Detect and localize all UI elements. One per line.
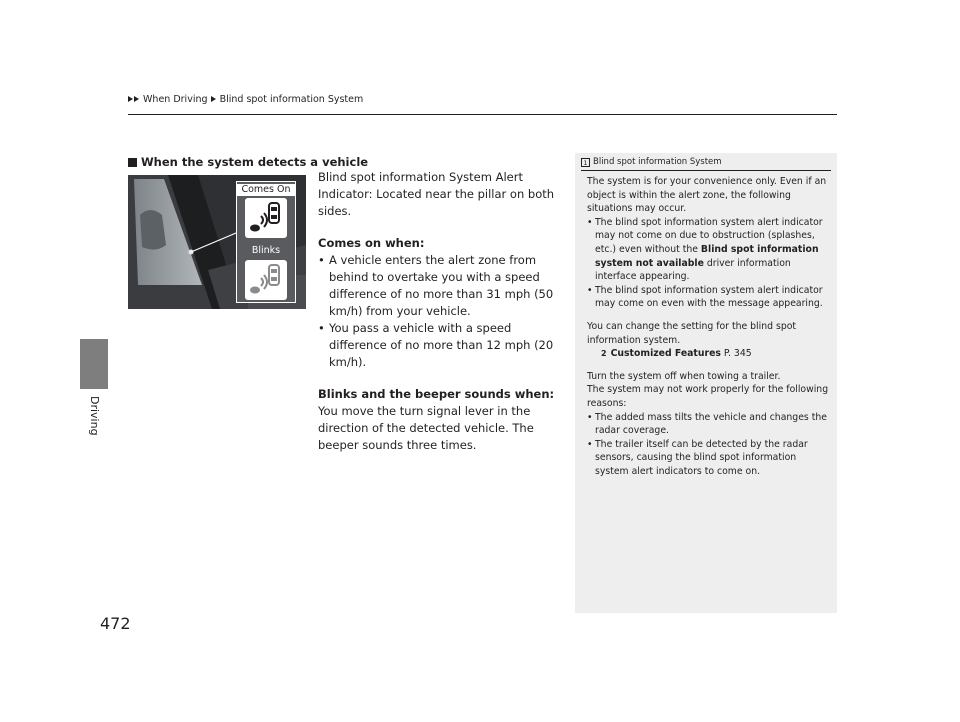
square-bullet-icon [128,158,137,167]
note-para-4: The system may not work properly for the following reasons: [587,384,829,409]
arrow-right-icon [134,96,139,102]
bullet-icon: • [587,411,593,423]
page-number: 472 [100,614,131,633]
note-para-1: The system is for your convenience only. Even if an object is within the alert zone, the following situations may occur. [587,176,827,215]
label-comes-on: Comes On [237,184,295,196]
note-bullet-1-post: driver information interface appearing. [595,257,791,283]
list-item [587,284,831,311]
note-bullet-4: The trailer itself can be detected by the radar sensors, causing the blind spot information system alert indicators to come on. [595,438,808,477]
blinks-heading: Blinks and the beeper sounds when: [318,387,555,401]
note-title [581,157,722,167]
list-item [318,320,560,371]
bullet-icon: • [587,216,593,228]
section-heading [128,155,368,169]
chapter-label: Driving [88,396,101,436]
note-para-2: You can change the setting for the blind spot information system. [587,320,797,346]
bullet-icon: • [587,284,593,296]
bullet-icon: • [318,253,325,267]
label-blinks: Blinks [251,245,281,256]
arrow-right-icon [211,96,216,102]
bullet-icon: • [587,438,593,450]
indicator-on-icon [245,198,287,238]
breadcrumb [128,94,363,105]
comes-on-bullet-1: A vehicle enters the alert zone from behind to overtake you with a speed difference of no more than 31 mph (50 km/h) from your vehicle. [329,253,554,318]
body-text [318,169,560,454]
cross-reference-link[interactable] [587,347,831,361]
list-item [318,252,560,320]
list-item [587,438,831,479]
callout-panel [236,181,296,303]
note-bullet-2: The blind spot information system alert indicator may come on even with the message appearing. [595,284,823,310]
breadcrumb-item-when-driving: When Driving [143,94,208,105]
note-bullet-1 [595,216,831,284]
note-box [575,153,837,613]
comes-on-heading: Comes on when: [318,236,425,250]
note-title-text: Blind spot information System [593,157,722,167]
note-bullet-1-bold: Blind spot information system not available [595,243,819,269]
note-number-icon: 1 [581,158,590,167]
intro-text: Blind spot information System Alert Indicator: Located near the pillar on both sides. [318,170,555,218]
note-para-3: Turn the system off when towing a trailer. [587,370,781,382]
reference-arrow-icon: 2 [601,349,607,359]
section-heading-text: When the system detects a vehicle [141,155,369,169]
comes-on-bullet-2: You pass a vehicle with a speed difference of no more than 12 mph (20 km/h). [329,321,554,369]
list-item [587,411,831,438]
blinks-text: You move the turn signal lever in the direction of the detected vehicle. The beeper sounds three times. [318,404,534,452]
list-item [587,216,831,284]
reference-page: P. 345 [720,348,752,360]
breadcrumb-item-blind-spot: Blind spot information System [219,94,364,105]
bullet-icon: • [318,321,325,335]
note-bullet-3: The added mass tilts the vehicle and changes the radar coverage. [595,411,827,437]
indicator-figure [128,175,306,309]
note-bullet-1-pre: The blind spot information system alert indicator may not come on due to obstruction (splashes, etc.) even without the [595,216,823,255]
header-divider [128,114,837,115]
note-divider [581,170,831,171]
arrow-right-icon [128,96,133,102]
reference-title: Customized Features [610,348,721,360]
chapter-tab [80,339,108,389]
indicator-blink-icon [245,260,287,300]
note-body [587,175,831,478]
